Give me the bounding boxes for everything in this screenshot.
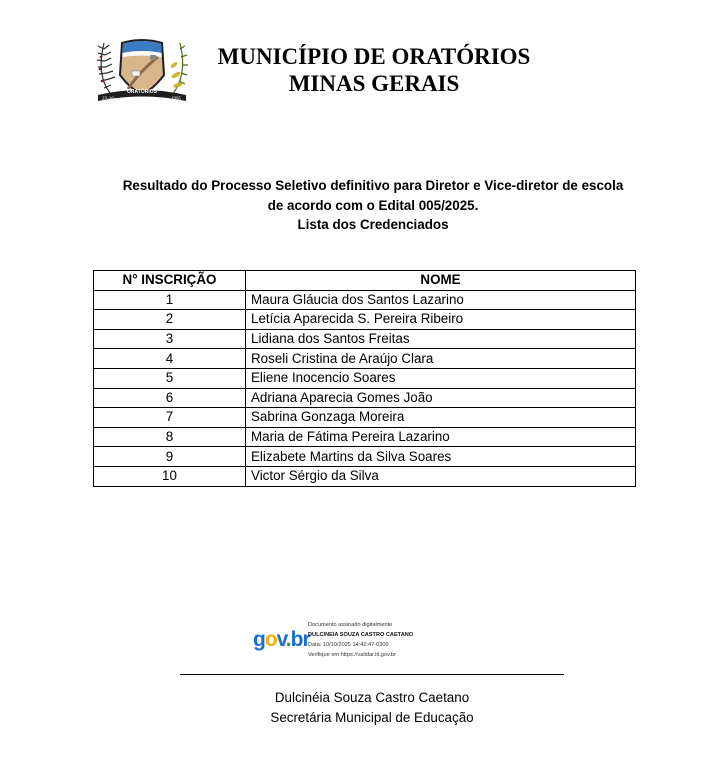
building-icon xyxy=(150,55,156,60)
candidate-name: Roseli Cristina de Araújo Clara xyxy=(246,349,636,369)
document-title xyxy=(90,176,656,235)
document-title-line-1: Resultado do Processo Seletivo definitivo para Diretor e Vice-diretor de escola xyxy=(122,178,624,193)
inscription-number: 2 xyxy=(94,310,246,330)
banner-text: ORATÓRIOS xyxy=(127,89,157,95)
inscription-number: 7 xyxy=(94,408,246,428)
document-title-line-2: de acordo com o Edital 005/2025. xyxy=(267,197,479,213)
banner-year: 1995 xyxy=(171,97,181,102)
inscription-number: 6 xyxy=(94,388,246,408)
municipality-title xyxy=(204,43,544,97)
table-row xyxy=(94,349,636,369)
column-header-name: NOME xyxy=(246,271,636,291)
candidate-name: Victor Sérgio da Silva xyxy=(246,466,636,486)
inscription-number: 5 xyxy=(94,368,246,388)
credentialed-list-table xyxy=(93,270,636,487)
signer-role: Secretária Municipal de Educação xyxy=(270,709,474,725)
table-row xyxy=(94,466,636,486)
candidate-name: Maura Gláucia dos Santos Lazarino xyxy=(246,290,636,310)
inscription-number: 9 xyxy=(94,447,246,467)
table-row xyxy=(94,447,636,467)
candidate-name: Adriana Aparecia Gomes João xyxy=(246,388,636,408)
inscription-number: 8 xyxy=(94,427,246,447)
signature-signer: DULCINEIA SOUZA CASTRO CAETANO xyxy=(308,632,414,638)
candidate-name: Sabrina Gonzaga Moreira xyxy=(246,408,636,428)
table-header-row xyxy=(94,271,636,291)
signer-block xyxy=(180,688,564,727)
banner-date: 22-10 xyxy=(102,97,114,102)
signature-details xyxy=(308,620,413,660)
signature-verify-link[interactable]: Verifique em https://validar.iti.gov.br xyxy=(308,652,396,658)
signature-caption: Documento assinado digitalmente xyxy=(308,622,393,628)
candidate-name: Elizabete Martins da Silva Soares xyxy=(246,447,636,467)
column-header-inscription-number: N° INSCRIÇÃO xyxy=(94,271,246,291)
inscription-number: 10 xyxy=(94,466,246,486)
candidate-name: Eliene Inocencio Soares xyxy=(246,368,636,388)
candidate-name: Letícia Aparecida S. Pereira Ribeiro xyxy=(246,310,636,330)
document-subtitle: Lista dos Credenciados xyxy=(297,217,449,232)
table-row xyxy=(94,329,636,349)
table-row xyxy=(94,408,636,428)
cow-icon xyxy=(132,71,140,76)
municipality-name: MUNICÍPIO DE ORATÓRIOS xyxy=(217,44,531,69)
municipal-coat-of-arms-icon xyxy=(92,35,192,103)
state-name: MINAS GERAIS xyxy=(288,71,460,96)
document-header xyxy=(92,35,552,105)
candidate-name: Lidiana dos Santos Freitas xyxy=(246,329,636,349)
table-row xyxy=(94,310,636,330)
govbr-logo-icon: gov.br xyxy=(253,628,310,651)
inscription-number: 1 xyxy=(94,290,246,310)
candidate-name: Maria de Fátima Pereira Lazarino xyxy=(246,427,636,447)
signer-name: Dulcinéia Souza Castro Caetano xyxy=(274,690,470,705)
table-row xyxy=(94,368,636,388)
table-row xyxy=(94,427,636,447)
table-row xyxy=(94,290,636,310)
signature-date: Data: 10/10/2025 14:42:47-0300 xyxy=(308,642,389,648)
inscription-number: 4 xyxy=(94,349,246,369)
signature-line xyxy=(180,674,564,675)
digital-signature-stamp xyxy=(252,620,442,662)
inscription-number: 3 xyxy=(94,329,246,349)
table-row xyxy=(94,388,636,408)
